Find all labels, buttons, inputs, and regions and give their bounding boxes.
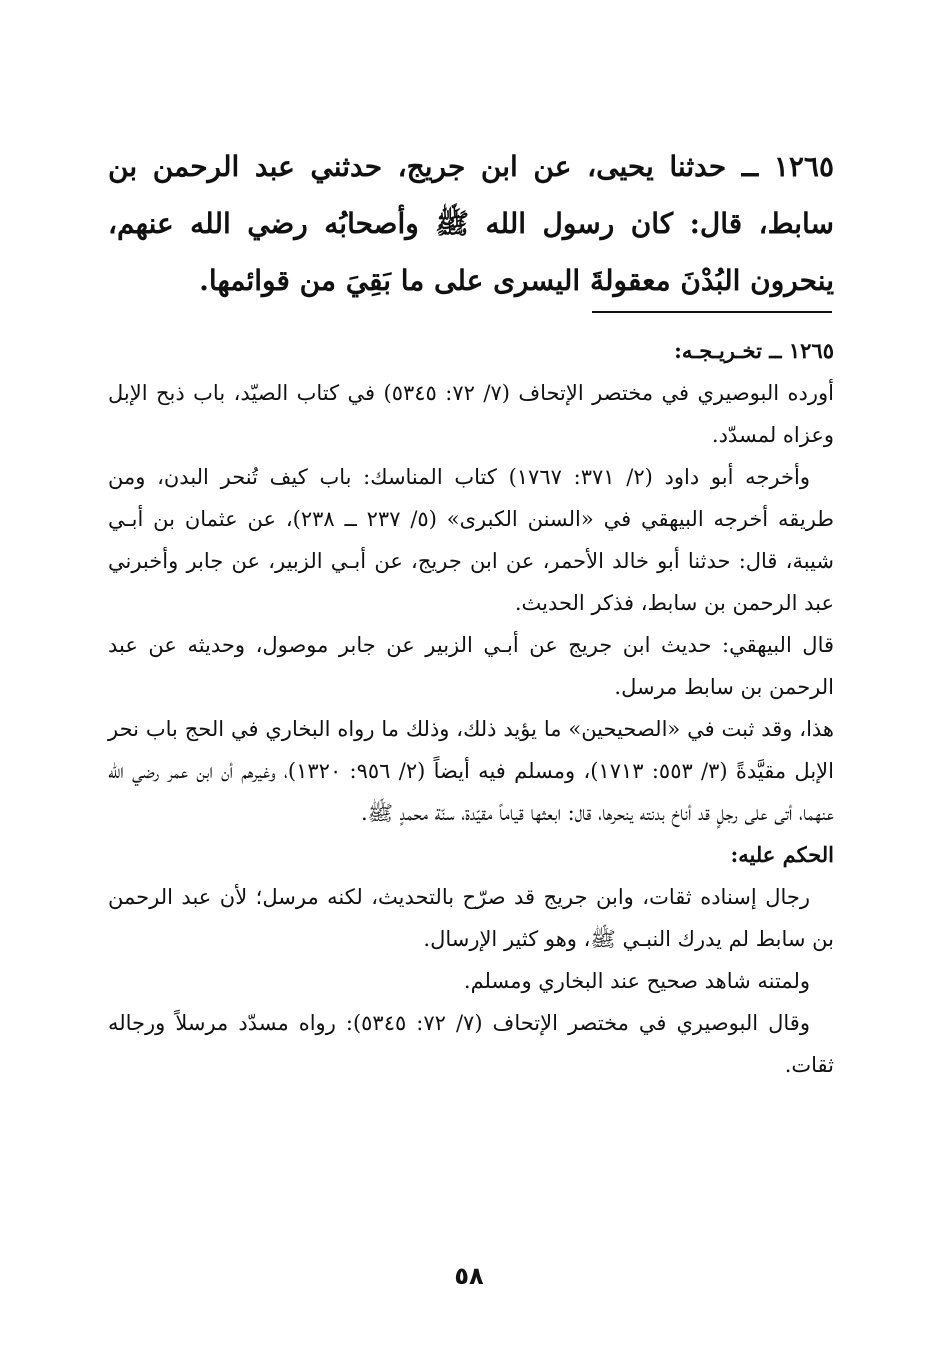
takhrij-paragraph-1: أورده البوصيري في مختصر الإتحاف (٧/ ٧٢: ٥٣٤٥) في كتاب الصيّد، باب ذبح الإبل وعزاه لمسدّد. [108,381,834,447]
footnotes-block [108,330,834,1086]
hukm-paragraph-2: ولمتنه شاهد صحيح عند البخاري ومسلم. [463,969,810,993]
hukm-heading: الحكم عليه: [730,842,834,867]
hukm-paragraph-1: رجال إسناده ثقات، وابن جريج قد صرّح بالتحديث، لكنه مرسل؛ لأن عبد الرحمن بن سابط لم يدرك النبـي ﷺ، وهو كثير الإرسال. [108,885,834,951]
takhrij-paragraph-3: قال البيهقي: حديث ابن جريج عن أبـي الزبير عن جابر موصول، وحديثه عن عبد الرحمن بن سابط مرسل. [108,633,834,699]
takhrij-paragraph-4: هذا، وقد ثبت في «الصحيحين» ما يؤيد ذلك، وذلك ما رواه البخاري في الحج باب نحر الإبل مقيَّدةً (٣/ ٥٥٣: ١٧١٣)، ومسلم فيه أيضاً (٢/ ٩٥٦: ١٣٢٠)، وغيرهم أن ابن عمر رضي الله عنهما، أتى على رجلٍ قد أناخ بدنته ينحرها، قال: ابعثها قياماً مقيّدة، سنّة محمدٍ ﷺ. [108,717,834,825]
hukm-paragraph-3: وقال البوصيري في مختصر الإتحاف (٧/ ٧٢: ٥٣٤٥): رواه مسدّد مرسلاً ورجاله ثقات. [108,1011,834,1077]
takhrij-paragraph-2: وأخرجه أبو داود (٢/ ٣٧١: ١٧٦٧) كتاب المناسك: باب كيف تُنحر البدن، ومن طريقه أخرجه البيهقي في «السنن الكبرى» (٥/ ٢٣٧ ــ ٢٣٨)، عن عثمان بن أبـي شيبة، قال: حدثنا أبو خالد الأحمر، عن ابن جريج، عن أبـي الزبير، عن جابر وأخبرني عبد الرحمن بن سابط، فذكر الحديث. [108,465,835,615]
hadith-text: ١٢٦٥ ــ حدثنا يحيى، عن ابن جريج، حدثني عبد الرحمن بن سابط، قال: كان رسول الله ﷺ وأصحابُه رضي الله عنهم، ينحرون البُدْنَ معقولةَ اليسرى على ما بَقِيَ من قوائمها. [108,150,834,297]
page-number: ٥٨ [454,1262,484,1290]
hadith-text-block [108,138,834,309]
takhrij-heading: ١٢٦٥ ــ تخـريـجـه: [674,338,834,363]
footnote-separator [592,311,832,313]
